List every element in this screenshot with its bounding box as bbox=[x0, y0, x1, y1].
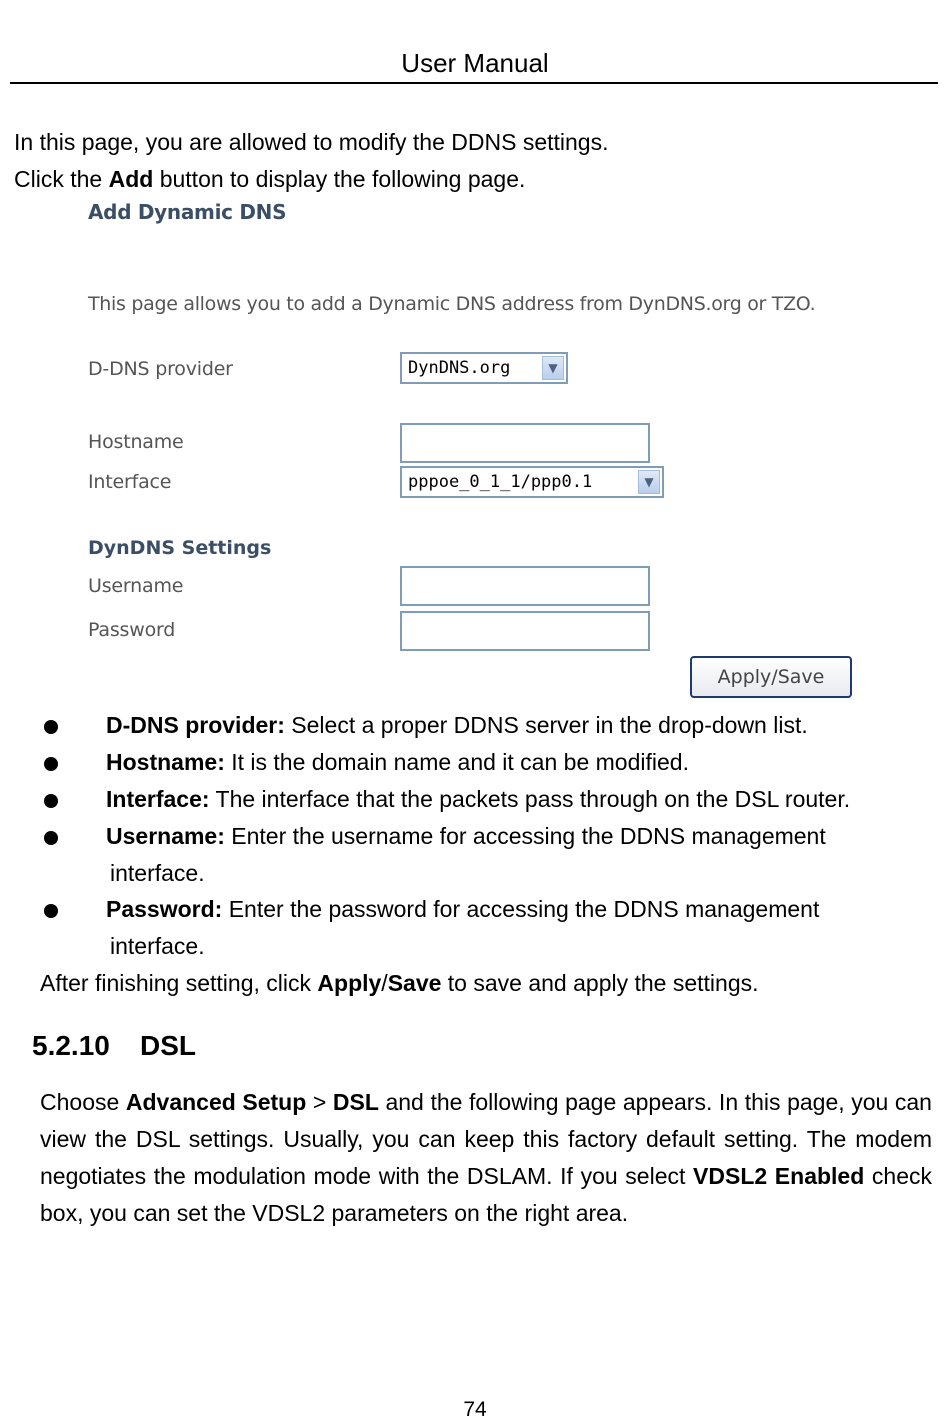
provider-select-value: DynDNS.org bbox=[408, 358, 511, 378]
bullet-term: Password: bbox=[106, 896, 223, 922]
bullet-text: Enter the username for accessing the DDNS management bbox=[224, 823, 826, 849]
section-title: DSL bbox=[140, 1030, 196, 1061]
hostname-label: Hostname bbox=[88, 431, 184, 453]
page-header: User Manual bbox=[401, 48, 549, 78]
para-text: > bbox=[306, 1089, 333, 1115]
list-item bbox=[0, 749, 950, 779]
dsl-paragraph bbox=[40, 1084, 932, 1232]
list-item bbox=[0, 896, 950, 926]
bullet-term: D-DNS provider: bbox=[106, 712, 285, 738]
after-text: After finishing setting, click bbox=[40, 970, 318, 996]
bullet-icon bbox=[44, 831, 58, 845]
interface-select[interactable] bbox=[400, 466, 664, 498]
bullet-text: Enter the password for accessing the DDNS management bbox=[222, 896, 820, 922]
para-bold: Advanced Setup bbox=[125, 1089, 307, 1115]
bullet-term: Username: bbox=[106, 823, 225, 849]
bullet-term: Interface: bbox=[106, 786, 210, 812]
bullet-text: interface. bbox=[110, 933, 205, 959]
intro-line-2 bbox=[14, 165, 525, 193]
intro-text: Click the bbox=[14, 166, 109, 192]
bullet-icon bbox=[44, 720, 58, 734]
list-item bbox=[0, 712, 950, 742]
para-text: and the following page appears. In this page, you can view the DSL settings. Usually, you can keep this factory default setting. The modem negotiates the modulation mode with the DSLAM. If you select bbox=[40, 1089, 932, 1189]
para-bold: VDSL2 Enabled bbox=[693, 1163, 865, 1189]
intro-line-1: In this page, you are allowed to modify the DDNS settings. bbox=[14, 129, 609, 155]
bullet-term: Hostname: bbox=[106, 749, 225, 775]
list-item-continuation bbox=[0, 933, 950, 963]
section-number: 5.2.10 bbox=[32, 1030, 110, 1061]
password-label: Password bbox=[88, 619, 176, 641]
after-text: / bbox=[381, 970, 388, 996]
provider-label: D-DNS provider bbox=[88, 358, 233, 380]
chevron-down-icon[interactable]: ▼ bbox=[638, 470, 660, 494]
username-input[interactable] bbox=[400, 566, 650, 606]
intro-text: button to display the following page. bbox=[153, 166, 526, 192]
dyndns-settings-heading: DynDNS Settings bbox=[88, 537, 272, 559]
interface-select-value: pppoe_0_1_1/ppp0.1 bbox=[408, 472, 593, 492]
bullet-text: Select a proper DDNS server in the drop-down list. bbox=[284, 712, 808, 738]
header-divider bbox=[10, 82, 938, 84]
bullet-text: interface. bbox=[110, 860, 205, 886]
bullet-icon bbox=[44, 757, 58, 771]
interface-label: Interface bbox=[88, 471, 172, 493]
chevron-down-icon[interactable]: ▼ bbox=[542, 356, 564, 380]
para-text: Choose bbox=[40, 1089, 126, 1115]
para-text: check box, you can set the VDSL2 parameters on the right area. bbox=[40, 1163, 932, 1226]
screenshot-description: This page allows you to add a Dynamic DNS address from DynDNS.org or TZO. bbox=[88, 293, 816, 315]
provider-select[interactable] bbox=[400, 352, 568, 384]
bullet-icon bbox=[44, 904, 58, 918]
apply-save-button[interactable]: Apply/Save bbox=[690, 656, 852, 698]
after-text: to save and apply the settings. bbox=[441, 970, 759, 996]
intro-bold-add: Add bbox=[108, 166, 154, 192]
after-bold: Save bbox=[387, 970, 442, 996]
screenshot-title: Add Dynamic DNS bbox=[88, 200, 287, 224]
after-bold: Apply bbox=[317, 970, 382, 996]
section-heading bbox=[32, 1030, 196, 1062]
para-bold: DSL bbox=[332, 1089, 379, 1115]
after-note bbox=[40, 970, 759, 997]
page-number: 74 bbox=[463, 1398, 487, 1421]
password-input[interactable] bbox=[400, 611, 650, 651]
hostname-input[interactable] bbox=[400, 423, 650, 463]
username-label: Username bbox=[88, 575, 184, 597]
ddns-screenshot bbox=[85, 195, 875, 705]
list-item bbox=[0, 823, 950, 853]
list-item bbox=[0, 786, 950, 816]
bullet-text: It is the domain name and it can be modified. bbox=[224, 749, 689, 775]
list-item-continuation bbox=[0, 860, 950, 890]
bullet-icon bbox=[44, 794, 58, 808]
bullet-text: The interface that the packets pass through on the DSL router. bbox=[209, 786, 851, 812]
